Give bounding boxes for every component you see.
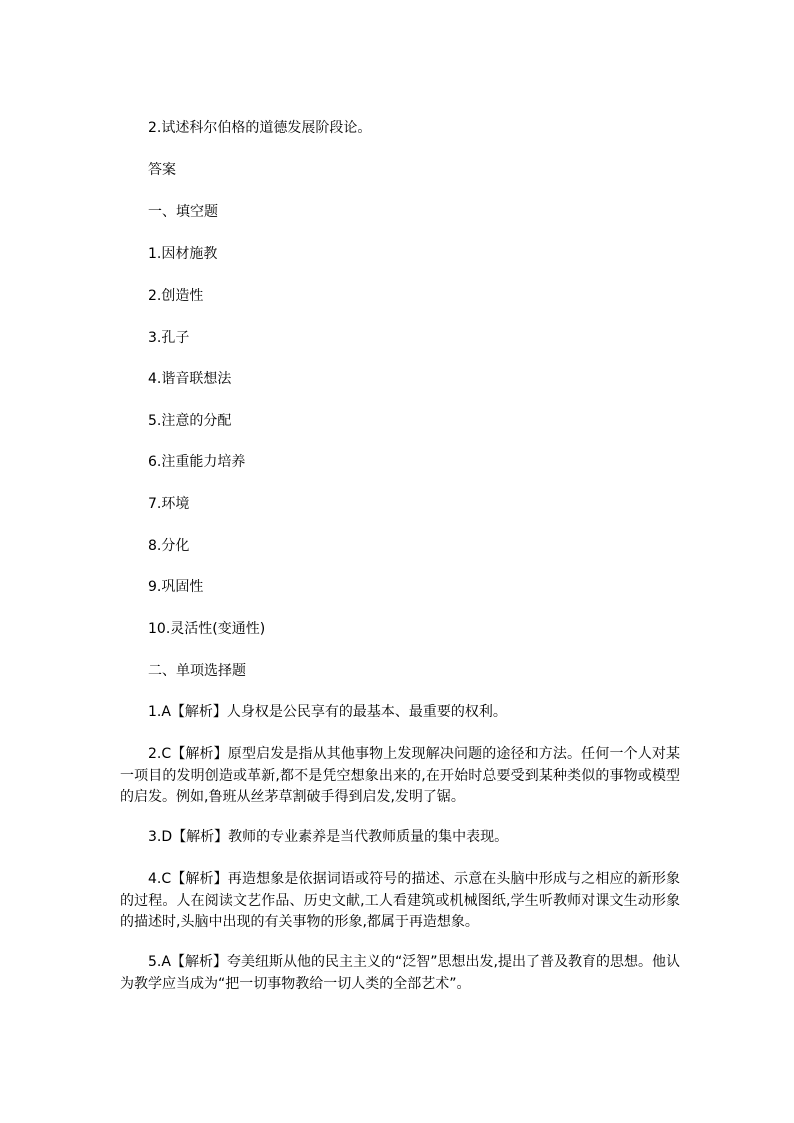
- choice-answer-explanation: 4.C【解析】再造想象是依据词语或符号的描述、示意在头脑中形成与之相应的新形象的过程。人在阅读文艺作品、历史文献,工人看建筑或机械图纸,学生听教师对课文生动形象的描述时,头脑中出现的有关事物的形象,都属于再造想象。: [120, 871, 680, 930]
- choice-answer-explanation: 3.D【解析】教师的专业素养是当代教师质量的集中表现。: [148, 829, 509, 845]
- choice-answer-explanation: 5.A【解析】夸美纽斯从他的民主主义的“泛智”思想出发,提出了普及教育的思想。他认为教学应当成为“把一切事物教给一切人类的全部艺术”。: [120, 954, 680, 992]
- fill-blank-answer: 4.谐音联想法: [148, 371, 232, 387]
- fill-blank-answer: 9.巩固性: [148, 579, 204, 595]
- question-text: 2.试述科尔伯格的道德发展阶段论。: [148, 120, 372, 136]
- fill-blank-answer: 8.分化: [148, 538, 190, 554]
- answer-heading: 答案: [148, 162, 176, 178]
- section-heading-single-choice: 二、单项选择题: [148, 663, 246, 679]
- fill-blank-answer: 2.创造性: [148, 288, 204, 304]
- choice-answer-explanation: 1.A【解析】人身权是公民享有的最基本、最重要的权利。: [148, 704, 507, 720]
- fill-blank-answer: 3.孔子: [148, 330, 190, 346]
- section-heading-fill-blank: 一、填空题: [148, 204, 218, 220]
- fill-blank-answer: 10.灵活性(变通性): [148, 621, 266, 637]
- fill-blank-answer: 1.因材施教: [148, 246, 218, 262]
- choice-answer-explanation: 2.C【解析】原型启发是指从其他事物上发现解决问题的途径和方法。任何一个人对某一项目的发明创造或革新,都不是凭空想象出来的,在开始时总要受到某种类似的事物或模型的启发。例如,鲁班从丝茅草割破手得到启发,发明了锯。: [120, 746, 680, 805]
- fill-blank-answer: 7.环境: [148, 496, 190, 512]
- fill-blank-answer: 5.注意的分配: [148, 413, 232, 429]
- fill-blank-answer: 6.注重能力培养: [148, 454, 246, 470]
